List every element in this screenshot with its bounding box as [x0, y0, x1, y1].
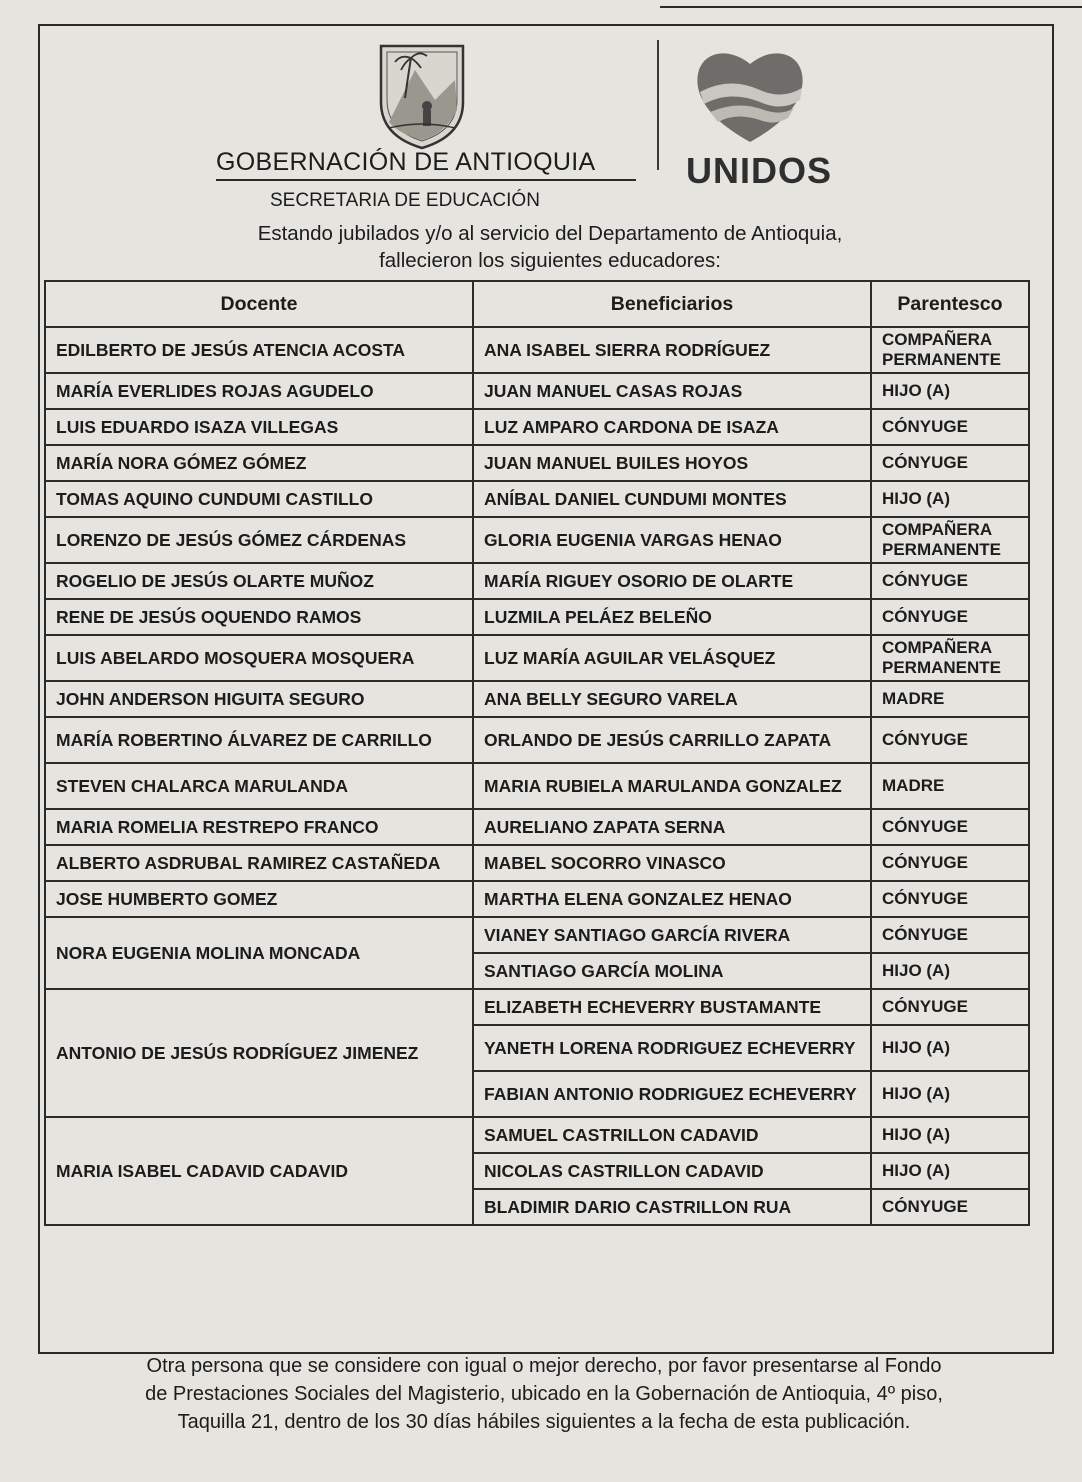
docente-cell: TOMAS AQUINO CUNDUMI CASTILLO — [45, 481, 473, 517]
table-row — [45, 563, 1029, 599]
beneficiario-cell: JUAN MANUEL CASAS ROJAS — [473, 373, 871, 409]
docente-cell: MARÍA ROBERTINO ÁLVAREZ DE CARRILLO — [45, 717, 473, 763]
beneficiario-cell: ANA ISABEL SIERRA RODRÍGUEZ — [473, 327, 871, 373]
docente-cell: ANTONIO DE JESÚS RODRÍGUEZ JIMENEZ — [45, 989, 473, 1117]
table-row — [45, 989, 1029, 1025]
table-row — [45, 327, 1029, 373]
parentesco-cell: MADRE — [871, 763, 1029, 809]
beneficiario-cell: ORLANDO DE JESÚS CARRILLO ZAPATA — [473, 717, 871, 763]
obituary-notice — [38, 24, 1054, 1354]
beneficiario-cell: MARIA RUBIELA MARULANDA GONZALEZ — [473, 763, 871, 809]
parentesco-cell: COMPAÑERA PERMANENTE — [871, 327, 1029, 373]
beneficiario-cell: YANETH LORENA RODRIGUEZ ECHEVERRY — [473, 1025, 871, 1071]
beneficiario-cell: MARTHA ELENA GONZALEZ HENAO — [473, 881, 871, 917]
logo-separator — [657, 40, 659, 170]
column-header-parentesco: Parentesco — [871, 281, 1029, 327]
docente-cell: ROGELIO DE JESÚS OLARTE MUÑOZ — [45, 563, 473, 599]
footer-line: Otra persona que se considere con igual o mejor derecho, por favor presentarse al Fondo — [146, 1355, 942, 1377]
table-row — [45, 717, 1029, 763]
docente-cell: JOHN ANDERSON HIGUITA SEGURO — [45, 681, 473, 717]
parentesco-cell: CÓNYUGE — [871, 809, 1029, 845]
parentesco-cell: HIJO (A) — [871, 1153, 1029, 1189]
intro-line: fallecieron los siguientes educadores: — [379, 249, 721, 272]
parentesco-cell: HIJO (A) — [871, 1071, 1029, 1117]
brand-name: UNIDOS — [686, 150, 833, 191]
column-header-beneficiarios: Beneficiarios — [473, 281, 871, 327]
parentesco-cell: HIJO (A) — [871, 1025, 1029, 1071]
table-row — [45, 445, 1029, 481]
parentesco-cell: CÓNYUGE — [871, 445, 1029, 481]
intro-line: Estando jubilados y/o al servicio del Departamento de Antioquia, — [257, 222, 843, 245]
table-body — [45, 327, 1029, 1225]
beneficiario-cell: MABEL SOCORRO VINASCO — [473, 845, 871, 881]
parentesco-cell: HIJO (A) — [871, 1117, 1029, 1153]
parentesco-cell: MADRE — [871, 681, 1029, 717]
docente-cell: MARÍA EVERLIDES ROJAS AGUDELO — [45, 373, 473, 409]
docente-cell: JOSE HUMBERTO GOMEZ — [45, 881, 473, 917]
beneficiaries-table — [44, 280, 1030, 1226]
parentesco-cell: COMPAÑERA PERMANENTE — [871, 517, 1029, 563]
beneficiario-cell: MARÍA RIGUEY OSORIO DE OLARTE — [473, 563, 871, 599]
table-row — [45, 481, 1029, 517]
parentesco-cell: COMPAÑERA PERMANENTE — [871, 635, 1029, 681]
parentesco-cell: CÓNYUGE — [871, 409, 1029, 445]
beneficiario-cell: LUZMILA PELÁEZ BELEÑO — [473, 599, 871, 635]
heart-logo-icon — [690, 42, 810, 146]
docente-cell: STEVEN CHALARCA MARULANDA — [45, 763, 473, 809]
docente-cell: EDILBERTO DE JESÚS ATENCIA ACOSTA — [45, 327, 473, 373]
beneficiario-cell: ANA BELLY SEGURO VARELA — [473, 681, 871, 717]
table-row — [45, 681, 1029, 717]
parentesco-cell: CÓNYUGE — [871, 599, 1029, 635]
table-row — [45, 635, 1029, 681]
docente-cell: ALBERTO ASDRUBAL RAMIREZ CASTAÑEDA — [45, 845, 473, 881]
beneficiario-cell: GLORIA EUGENIA VARGAS HENAO — [473, 517, 871, 563]
table-row — [45, 763, 1029, 809]
table-row — [45, 845, 1029, 881]
beneficiario-cell: LUZ MARÍA AGUILAR VELÁSQUEZ — [473, 635, 871, 681]
table-row — [45, 1117, 1029, 1153]
table-row — [45, 373, 1029, 409]
parentesco-cell: CÓNYUGE — [871, 989, 1029, 1025]
docente-cell: LUIS ABELARDO MOSQUERA MOSQUERA — [45, 635, 473, 681]
parentesco-cell: CÓNYUGE — [871, 1189, 1029, 1225]
docente-cell: MARÍA NORA GÓMEZ GÓMEZ — [45, 445, 473, 481]
beneficiario-cell: ANÍBAL DANIEL CUNDUMI MONTES — [473, 481, 871, 517]
top-rule — [660, 6, 1082, 8]
table-row — [45, 409, 1029, 445]
table-header-row — [45, 281, 1029, 327]
footer-line: Taquilla 21, dentro de los 30 días hábiles siguientes a la fecha de esta publicación. — [177, 1411, 911, 1433]
footer-line: de Prestaciones Sociales del Magisterio, ubicado en la Gobernación de Antioquia, 4º piso, — [145, 1383, 943, 1405]
organization-title: GOBERNACIÓN DE ANTIOQUIA — [216, 148, 636, 181]
table-row — [45, 517, 1029, 563]
table-row — [45, 881, 1029, 917]
docente-cell: LUIS EDUARDO ISAZA VILLEGAS — [45, 409, 473, 445]
notice-header — [40, 26, 1052, 286]
table-header — [45, 281, 1029, 327]
table-row — [45, 809, 1029, 845]
parentesco-cell: CÓNYUGE — [871, 881, 1029, 917]
department-name: SECRETARIA DE EDUCACIÓN — [270, 190, 540, 211]
docente-cell: NORA EUGENIA MOLINA MONCADA — [45, 917, 473, 989]
parentesco-cell: CÓNYUGE — [871, 563, 1029, 599]
parentesco-cell: CÓNYUGE — [871, 717, 1029, 763]
docente-cell: RENE DE JESÚS OQUENDO RAMOS — [45, 599, 473, 635]
parentesco-cell: CÓNYUGE — [871, 845, 1029, 881]
beneficiario-cell: SAMUEL CASTRILLON CADAVID — [473, 1117, 871, 1153]
column-header-docente: Docente — [45, 281, 473, 327]
beneficiario-cell: SANTIAGO GARCÍA MOLINA — [473, 953, 871, 989]
beneficiario-cell: JUAN MANUEL BUILES HOYOS — [473, 445, 871, 481]
footer-notice — [74, 1352, 1014, 1436]
beneficiario-cell: LUZ AMPARO CARDONA DE ISAZA — [473, 409, 871, 445]
intro-text — [130, 220, 970, 274]
beneficiario-cell: FABIAN ANTONIO RODRIGUEZ ECHEVERRY — [473, 1071, 871, 1117]
docente-cell: MARIA ROMELIA RESTREPO FRANCO — [45, 809, 473, 845]
beneficiario-cell: VIANEY SANTIAGO GARCÍA RIVERA — [473, 917, 871, 953]
coat-of-arms-icon — [375, 40, 469, 152]
beneficiario-cell: AURELIANO ZAPATA SERNA — [473, 809, 871, 845]
beneficiario-cell: NICOLAS CASTRILLON CADAVID — [473, 1153, 871, 1189]
parentesco-cell: CÓNYUGE — [871, 917, 1029, 953]
parentesco-cell: HIJO (A) — [871, 953, 1029, 989]
beneficiario-cell: BLADIMIR DARIO CASTRILLON RUA — [473, 1189, 871, 1225]
table-row — [45, 917, 1029, 953]
beneficiario-cell: ELIZABETH ECHEVERRY BUSTAMANTE — [473, 989, 871, 1025]
docente-cell: LORENZO DE JESÚS GÓMEZ CÁRDENAS — [45, 517, 473, 563]
table-row — [45, 599, 1029, 635]
parentesco-cell: HIJO (A) — [871, 481, 1029, 517]
parentesco-cell: HIJO (A) — [871, 373, 1029, 409]
docente-cell: MARIA ISABEL CADAVID CADAVID — [45, 1117, 473, 1225]
